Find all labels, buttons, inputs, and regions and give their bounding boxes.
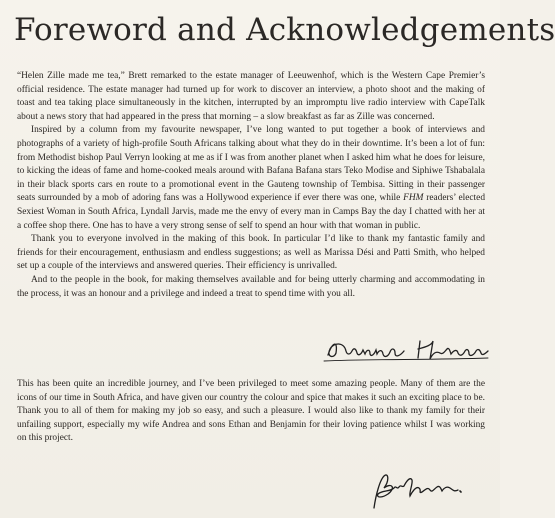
page-title: Foreword and Acknowledgements [14, 12, 555, 48]
paragraph-2 [17, 124, 485, 233]
paragraph-4: And to the people in the book, for making themselves available and for being utterly charming and accommodating in the process, it was an honour and a privilege and indeed a treat to spend time with you all. [17, 274, 485, 299]
foreword-section [17, 70, 485, 301]
acknowledgement-section [17, 378, 485, 446]
signature-brett-florens [366, 470, 466, 514]
magazine-name: FHM [403, 193, 424, 204]
paragraph-5: This has been quite an incredible journey, and I’ve been privileged to meet some amazing people. Many of them are the icons of our time in South Africa, and have given our country the colour and spice that makes it such an exciting place to be. Thank you to all of them for making my job so easy, and such a pleasure. I would also like to thank my family for their unfailing support, especially my wife Andrea and sons Ethan and Benjamin for their loving patience whilst I was working on this project. [17, 379, 485, 444]
paragraph-3: Thank you to everyone involved in the making of this book. In particular I’d like to thank my fantastic family and friends for their encouragement, enthusiasm and endless suggestions; as well as Marissa Dési and Patti Smith, who helped set up a couple of the interviews and answered queries. Their efficiency is unrivalled. [17, 234, 485, 272]
signature-dominique-herman [322, 333, 492, 365]
paragraph-2-text-a: Inspired by a column from my favourite newspaper, I’ve long wanted to put together a book of interviews and photographs of a variety of high-profile South Africans talking about what they do in their downtime. It’s been a lot of fun: from Methodist bishop Paul Verryn looking at me as if I was from another planet when I asked him what he does for leisure, to kicking the ideas of fame and home-cooked meals around with Bafana Bafana stars Teko Modise and Siphiwe Tshabalala in their black sports cars en route to a promotional event in the Gauteng township of Tembisa. Sitting in their passenger seats surrounded by a mob of adoring fans was a Hollywood experience if ever there was one, while [17, 125, 485, 204]
paragraph-1: “Helen Zille made me tea,” Brett remarked to the estate manager of Leeuwenhof, which is the Western Cape Premier’s official residence. The estate manager had turned up for work to discover an interview, a photo shoot and the making of toast and tea taking place simultaneously in the kitchen, interrupted by an impromptu live radio interview with CapeTalk about a news story that had appeared in the press that morning – a slow breakfast as far as Zille was concerned. [17, 71, 485, 122]
paragraph-2-text-b: readers’ elected Sexiest Woman in South Africa, Lyndall Jarvis, made me the envy of every man in Camps Bay the day I chatted with her at a coffee shop there. One has to have a very strong sense of self to spend an hour with that woman in public. [17, 193, 486, 231]
